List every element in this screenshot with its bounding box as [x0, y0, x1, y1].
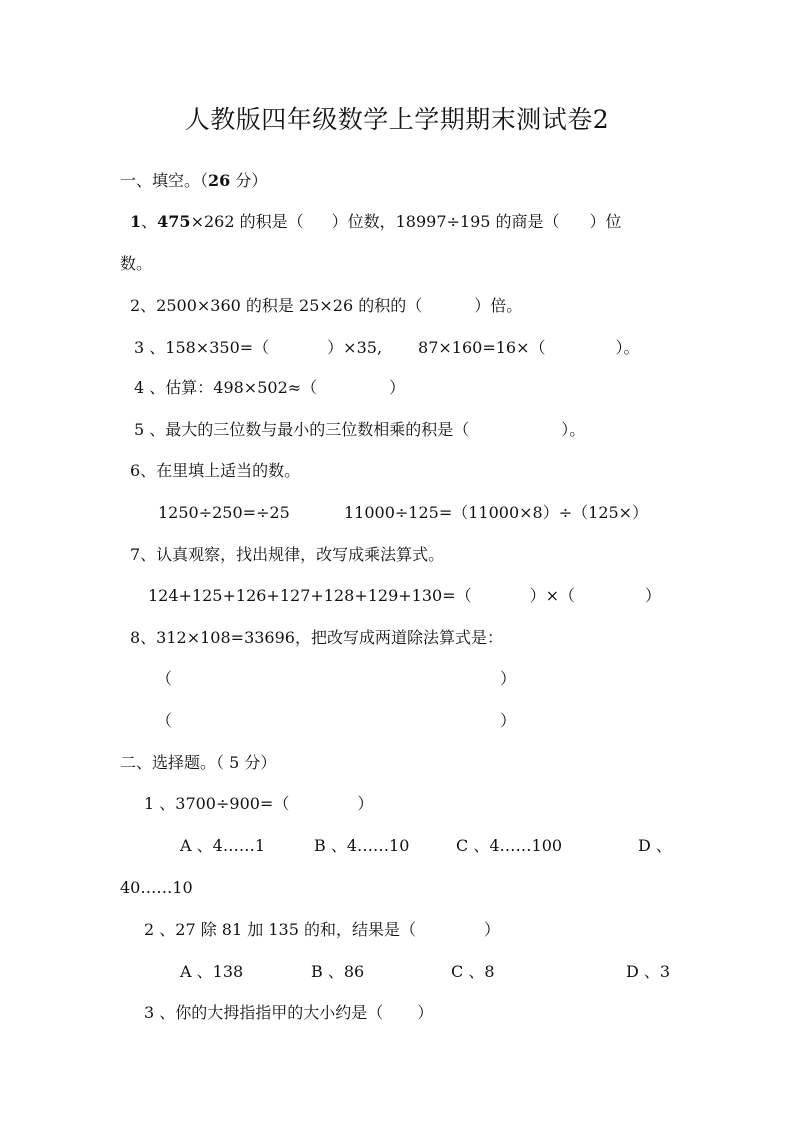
choice-1-option-d-continuation: 40……10	[120, 878, 193, 897]
question-3-text-b: ）×35,	[327, 338, 383, 357]
choice-1-option-a: A 、4……1	[180, 836, 266, 855]
choice-3-text-a: 3 、你的大拇指指甲的大小约是（	[144, 1003, 384, 1022]
choice-2	[144, 920, 500, 940]
question-8-answer-line-1-close: ）	[500, 669, 517, 688]
question-7-expr	[148, 586, 661, 606]
question-8-answer-line-2-open: （	[156, 711, 173, 730]
question-1-number: 1	[130, 212, 142, 231]
question-5-text-b: ）。	[561, 420, 586, 439]
choice-2-text-a: 2 、27 除 81 加 135 的和，结果是（	[144, 920, 416, 939]
question-4	[134, 378, 405, 398]
section-1-score: 26	[208, 171, 231, 190]
section-2-heading: 二、选择题。（ 5 分）	[120, 753, 277, 772]
question-1-text-d: ）位	[589, 212, 622, 231]
question-8-answer-line-2-close: ）	[500, 711, 517, 730]
choice-1-option-b: B 、4……10	[314, 836, 410, 855]
choice-1	[144, 794, 373, 814]
question-4-text-b: ）	[389, 378, 406, 397]
question-1-text-c: ）位数，18997÷195 的商是（	[331, 212, 560, 231]
question-7-expr-c: ）	[645, 586, 662, 605]
page-title: 人教版四年级数学上学期期末测试卷2	[184, 105, 610, 134]
question-2	[130, 296, 522, 316]
choice-1-option-c: C 、4……100	[456, 836, 563, 855]
choice-2-text-b: ）	[483, 920, 500, 939]
question-7-expr-a: 124+125+126+127+128+129+130=（	[148, 586, 472, 605]
section-1-heading-end: 分）	[230, 171, 268, 190]
question-1-expr: 475	[157, 212, 191, 231]
question-2-text-b: ）倍。	[474, 296, 523, 315]
choice-1-option-d: D 、	[638, 836, 672, 855]
question-3-text-d: ）。	[615, 338, 640, 357]
section-1-heading-text: 一、填空。（	[120, 171, 209, 190]
question-2-text-a: 2、2500×360 的积是 25×26 的积的（	[130, 296, 423, 315]
question-7: 7、认真观察，找出规律，改写成乘法算式。	[130, 545, 445, 564]
question-8-answer-line-1-open: （	[156, 669, 173, 688]
question-5-text-a: 5 、最大的三位数与最小的三位数相乘的积是（	[134, 420, 470, 439]
question-5	[134, 420, 585, 440]
section-1-heading	[120, 171, 267, 191]
choice-2-option-a: A 、138	[180, 962, 244, 981]
choice-3-text-b: ）	[417, 1003, 434, 1022]
question-4-text-a: 4 、估算：498×502≈（	[134, 378, 318, 397]
choice-2-option-d: D 、3	[626, 962, 671, 981]
question-3	[134, 338, 640, 358]
question-1	[130, 212, 622, 232]
question-6-expr-a: 1250÷250=÷25	[158, 503, 290, 522]
question-1-text-b: ×262 的积是（	[190, 212, 304, 231]
question-3-text-c: 87×160=16×（	[418, 338, 546, 357]
question-3-text-a: 3 、158×350=（	[134, 338, 270, 357]
choice-3	[144, 1003, 433, 1023]
question-6: 6、在里填上适当的数。	[130, 461, 301, 480]
choice-1-text-b: ）	[357, 794, 374, 813]
question-1-continuation: 数。	[120, 254, 153, 273]
question-8: 8、312×108=33696，把改写成两道除法算式是：	[130, 628, 503, 647]
choice-2-option-b: B 、86	[311, 962, 365, 981]
question-7-expr-b: ）×（	[529, 586, 576, 605]
question-6-expr-b: 11000÷125=（11000×8）÷（125×）	[344, 503, 649, 522]
question-1-sep: 、	[141, 212, 158, 231]
choice-2-option-c: C 、8	[451, 962, 495, 981]
choice-1-text-a: 1 、3700÷900=（	[144, 794, 290, 813]
